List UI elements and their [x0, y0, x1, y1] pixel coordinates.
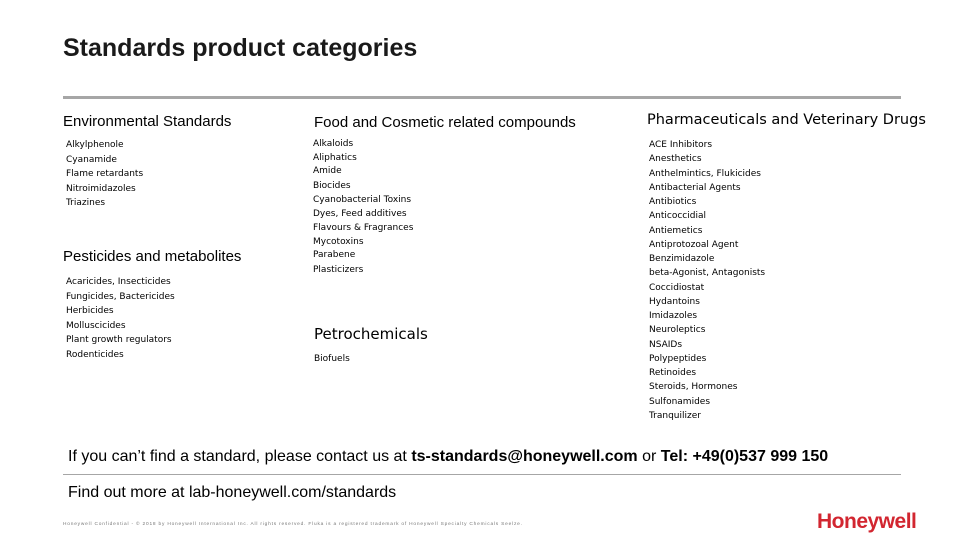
list-item: Nitroimidazoles — [66, 183, 136, 194]
footer-legal: Honeywell Confidential - © 2018 by Honeywell International Inc. All rights reserved. Fluka is a registered trademark of Honeywell Specialty Chemicals Seelze. — [63, 522, 523, 527]
contact-middle: or — [637, 448, 661, 465]
contact-divider — [63, 474, 901, 475]
list-item: Antibiotics — [649, 197, 697, 207]
page-title: Standards product categories — [63, 34, 418, 62]
list-item: Antiemetics — [649, 225, 703, 236]
list-item: Plasticizers — [313, 264, 364, 275]
list-item: Biocides — [313, 180, 351, 191]
food-heading: Food and Cosmetic related compounds — [314, 114, 576, 131]
list-item: Plant growth regulators — [66, 335, 172, 346]
list-item: Flavours & Fragrances — [313, 223, 414, 234]
list-item: Coccidiostat — [649, 282, 705, 293]
environmental-heading: Environmental Standards — [63, 113, 232, 130]
list-item: Aliphatics — [313, 153, 357, 163]
honeywell-logo: Honeywell — [817, 510, 917, 533]
list-item: Steroids, Hormones — [649, 382, 738, 393]
food-list — [313, 138, 413, 278]
list-item: Molluscicides — [66, 320, 126, 331]
list-item: Acaricides, Insecticides — [66, 277, 171, 287]
list-item: Anesthetics — [649, 154, 702, 165]
contact-email-link[interactable]: ts-standards@honeywell.com — [411, 448, 638, 465]
petrochemicals-heading: Petrochemicals — [314, 325, 428, 343]
list-item: Hydantoins — [649, 296, 700, 307]
contact-prefix: If you can’t find a standard, please contact us at — [68, 448, 412, 465]
list-item: Fungicides, Bactericides — [66, 291, 175, 302]
contact-line — [68, 448, 828, 466]
list-item: Biofuels — [314, 354, 350, 364]
list-item: Benzimidazole — [649, 254, 715, 264]
list-item: Mycotoxins — [313, 237, 364, 248]
list-item: Anthelmintics, Flukicides — [649, 168, 761, 179]
list-item: Retinoides — [649, 368, 697, 378]
list-item: Polypeptides — [649, 353, 707, 364]
list-item: Herbicides — [66, 306, 114, 317]
list-item: Alkaloids — [313, 139, 354, 149]
environmental-list — [66, 138, 143, 211]
contact-phone: Tel: +49(0)537 999 150 — [660, 448, 829, 465]
list-item: Parabene — [313, 250, 356, 261]
list-item: ACE Inhibitors — [649, 140, 713, 150]
list-item: Antibacterial Agents — [649, 182, 741, 193]
list-item: Cyanamide — [66, 154, 117, 165]
list-item: Tranquilizer — [649, 410, 701, 421]
list-item: Amide — [313, 165, 342, 176]
list-item: Anticoccidial — [649, 211, 706, 222]
pharma-heading: Pharmaceuticals and Veterinary Drugs — [647, 112, 926, 128]
list-item: Cyanobacterial Toxins — [313, 194, 412, 205]
find-more-link[interactable]: Find out more at lab-honeywell.com/standards — [68, 484, 397, 501]
pesticides-heading: Pesticides and metabolites — [63, 248, 242, 265]
list-item: Imidazoles — [649, 311, 698, 321]
list-item: Dyes, Feed additives — [313, 208, 407, 219]
title-divider — [63, 96, 901, 99]
pesticides-list — [66, 275, 175, 363]
list-item: Neuroleptics — [649, 325, 706, 336]
list-item: Triazines — [66, 198, 106, 209]
list-item: NSAIDs — [649, 339, 683, 350]
list-item: Alkylphenole — [66, 140, 124, 150]
list-item: beta-Agonist, Antagonists — [649, 268, 766, 279]
petrochemicals-list — [314, 352, 350, 367]
list-item: Antiprotozoal Agent — [649, 239, 739, 250]
list-item: Flame retardants — [66, 169, 144, 180]
list-item: Sulfonamides — [649, 396, 711, 407]
list-item: Rodenticides — [66, 349, 124, 360]
pharma-list — [649, 138, 765, 423]
